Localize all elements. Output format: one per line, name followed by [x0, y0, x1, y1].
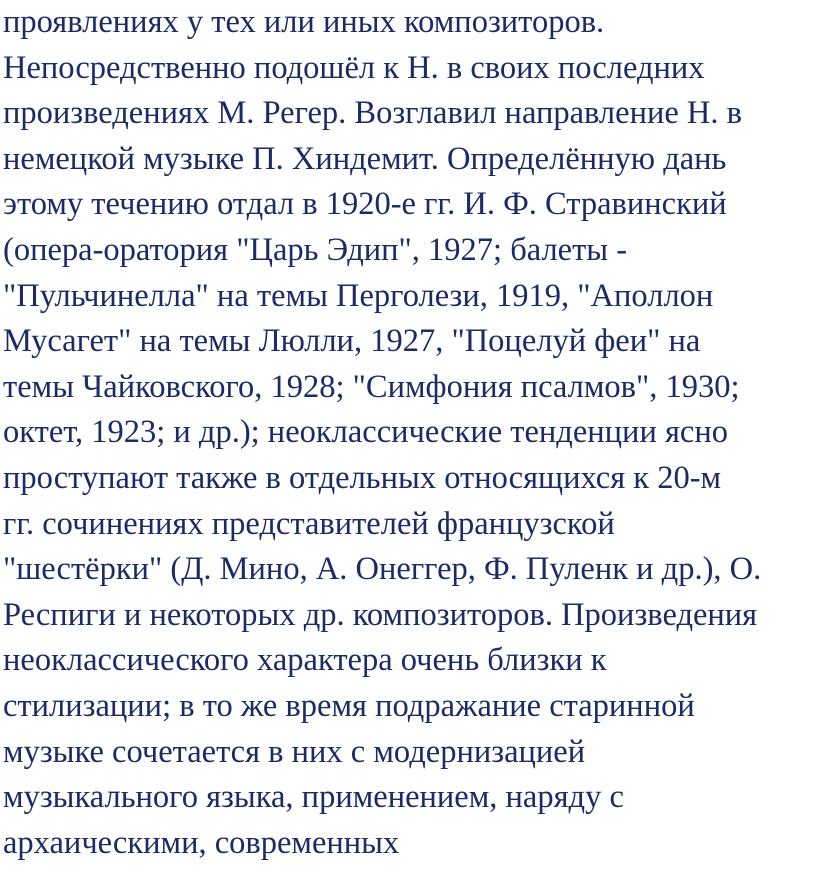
text-line: этому течению отдал в 1920-е гг. И. Ф. Стравинский — [3, 186, 727, 223]
text-line: произведениях М. Регер. Возглавил направление Н. в — [3, 95, 742, 132]
text-line: стилизации; в то же время подражание старинной — [3, 687, 695, 724]
text-line: гг. сочинениях представителей французской — [3, 505, 615, 542]
text-line: архаическими, современных — [3, 824, 400, 861]
text-line: Непосредственно подошёл к Н. в своих последних — [3, 49, 705, 86]
text-line: музыкального языка, применением, наряду с — [3, 779, 624, 816]
text-line: октет, 1923; и др.); неоклассические тенденции ясно — [3, 414, 728, 451]
text-line: проступают также в отдельных относящихся к 20-м — [3, 459, 722, 496]
text-line: Мусагет" на темы Люлли, 1927, "Поцелуй феи" на — [3, 323, 701, 360]
text-line: проявлениях у тех или иных композиторов. — [3, 4, 605, 40]
text-line: музыке сочетается в них с модернизацией — [3, 733, 586, 770]
text-line: темы Чайковского, 1928; "Симфония псалмов", 1930; — [3, 368, 740, 405]
text-line: (опера-оратория "Царь Эдип", 1927; балеты - — [3, 231, 628, 268]
text-line: немецкой музыке П. Хиндемит. Определённую дань — [3, 140, 727, 177]
body-text — [3, 0, 816, 866]
text-line: Респиги и некоторых др. композиторов. Произведения — [3, 596, 758, 633]
text-line: "Пульчинелла" на темы Перголези, 1919, "Аполлон — [3, 277, 714, 314]
text-line: "шестёрки" (Д. Мино, А. Онеггер, Ф. Пуленк и др.), О. — [3, 551, 762, 588]
text-line: неоклассического характера очень близки к — [3, 642, 607, 679]
